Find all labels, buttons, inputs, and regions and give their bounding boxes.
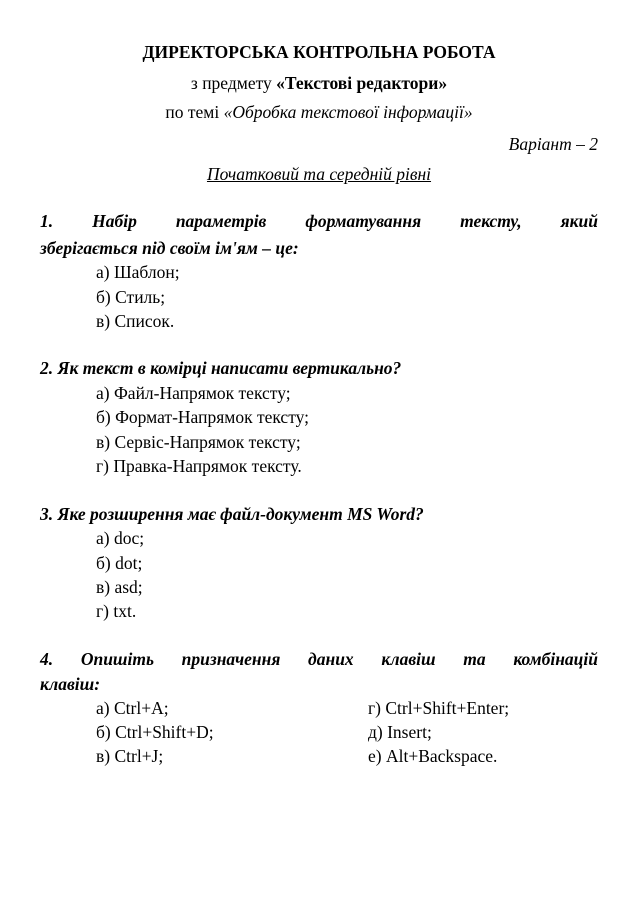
topic-prefix: по темі — [165, 102, 224, 122]
question-4-option-a: а) Ctrl+A; — [96, 698, 169, 718]
question-4-option-c: в) Ctrl+J; — [96, 746, 164, 766]
question-1-option-a: а) Шаблон; — [96, 262, 180, 282]
question-3-option-a: а) doc; — [96, 528, 145, 548]
question-3-option-b: б) dot; — [96, 553, 143, 573]
question-4-line-2: клавіш: — [40, 674, 101, 694]
question-2-option-b: б) Формат-Напрямок тексту; — [96, 407, 309, 427]
subject-name: «Текстові редактори» — [276, 73, 448, 93]
question-1-option-c: в) Список. — [96, 311, 175, 331]
question-1-line-1: 1. Набір параметрів форматування тексту, який — [40, 211, 598, 231]
question-2-line-1: 2. Як текст в комірці написати вертикально? — [40, 358, 402, 378]
question-3-option-c: в) asd; — [96, 577, 143, 597]
question-4-option-f: е) Alt+Backspace. — [368, 746, 498, 766]
topic-line — [0, 101, 638, 123]
question-4-line-1: 4. Опишіть призначення даних клавіш та комбінацій — [40, 649, 598, 669]
topic-name: «Обробка текстової інформації» — [223, 102, 473, 122]
question-1-option-b: б) Стиль; — [96, 287, 166, 307]
question-3-option-d: г) txt. — [96, 601, 137, 621]
question-4-option-e: д) Insert; — [368, 722, 432, 742]
question-2-option-c: в) Сервіс-Напрямок тексту; — [96, 432, 301, 452]
question-4-option-d: г) Ctrl+Shift+Enter; — [368, 698, 510, 718]
subject-line — [0, 72, 638, 94]
question-2-option-a: а) Файл-Напрямок тексту; — [96, 383, 291, 403]
question-2-option-d: г) Правка-Напрямок тексту. — [96, 456, 302, 476]
document-title: ДИРЕКТОРСЬКА КОНТРОЛЬНА РОБОТА — [142, 42, 496, 62]
subject-prefix: з предмету — [190, 73, 277, 93]
question-3-line-1: 3. Яке розширення має файл-документ MS Word? — [40, 504, 424, 524]
variant-label: Варіант – 2 — [508, 134, 598, 154]
level-heading: Початковий та середній рівні — [206, 164, 432, 184]
question-1-line-2: зберігається під своїм ім'ям – це: — [40, 238, 299, 258]
question-4-option-b: б) Ctrl+Shift+D; — [96, 722, 214, 742]
